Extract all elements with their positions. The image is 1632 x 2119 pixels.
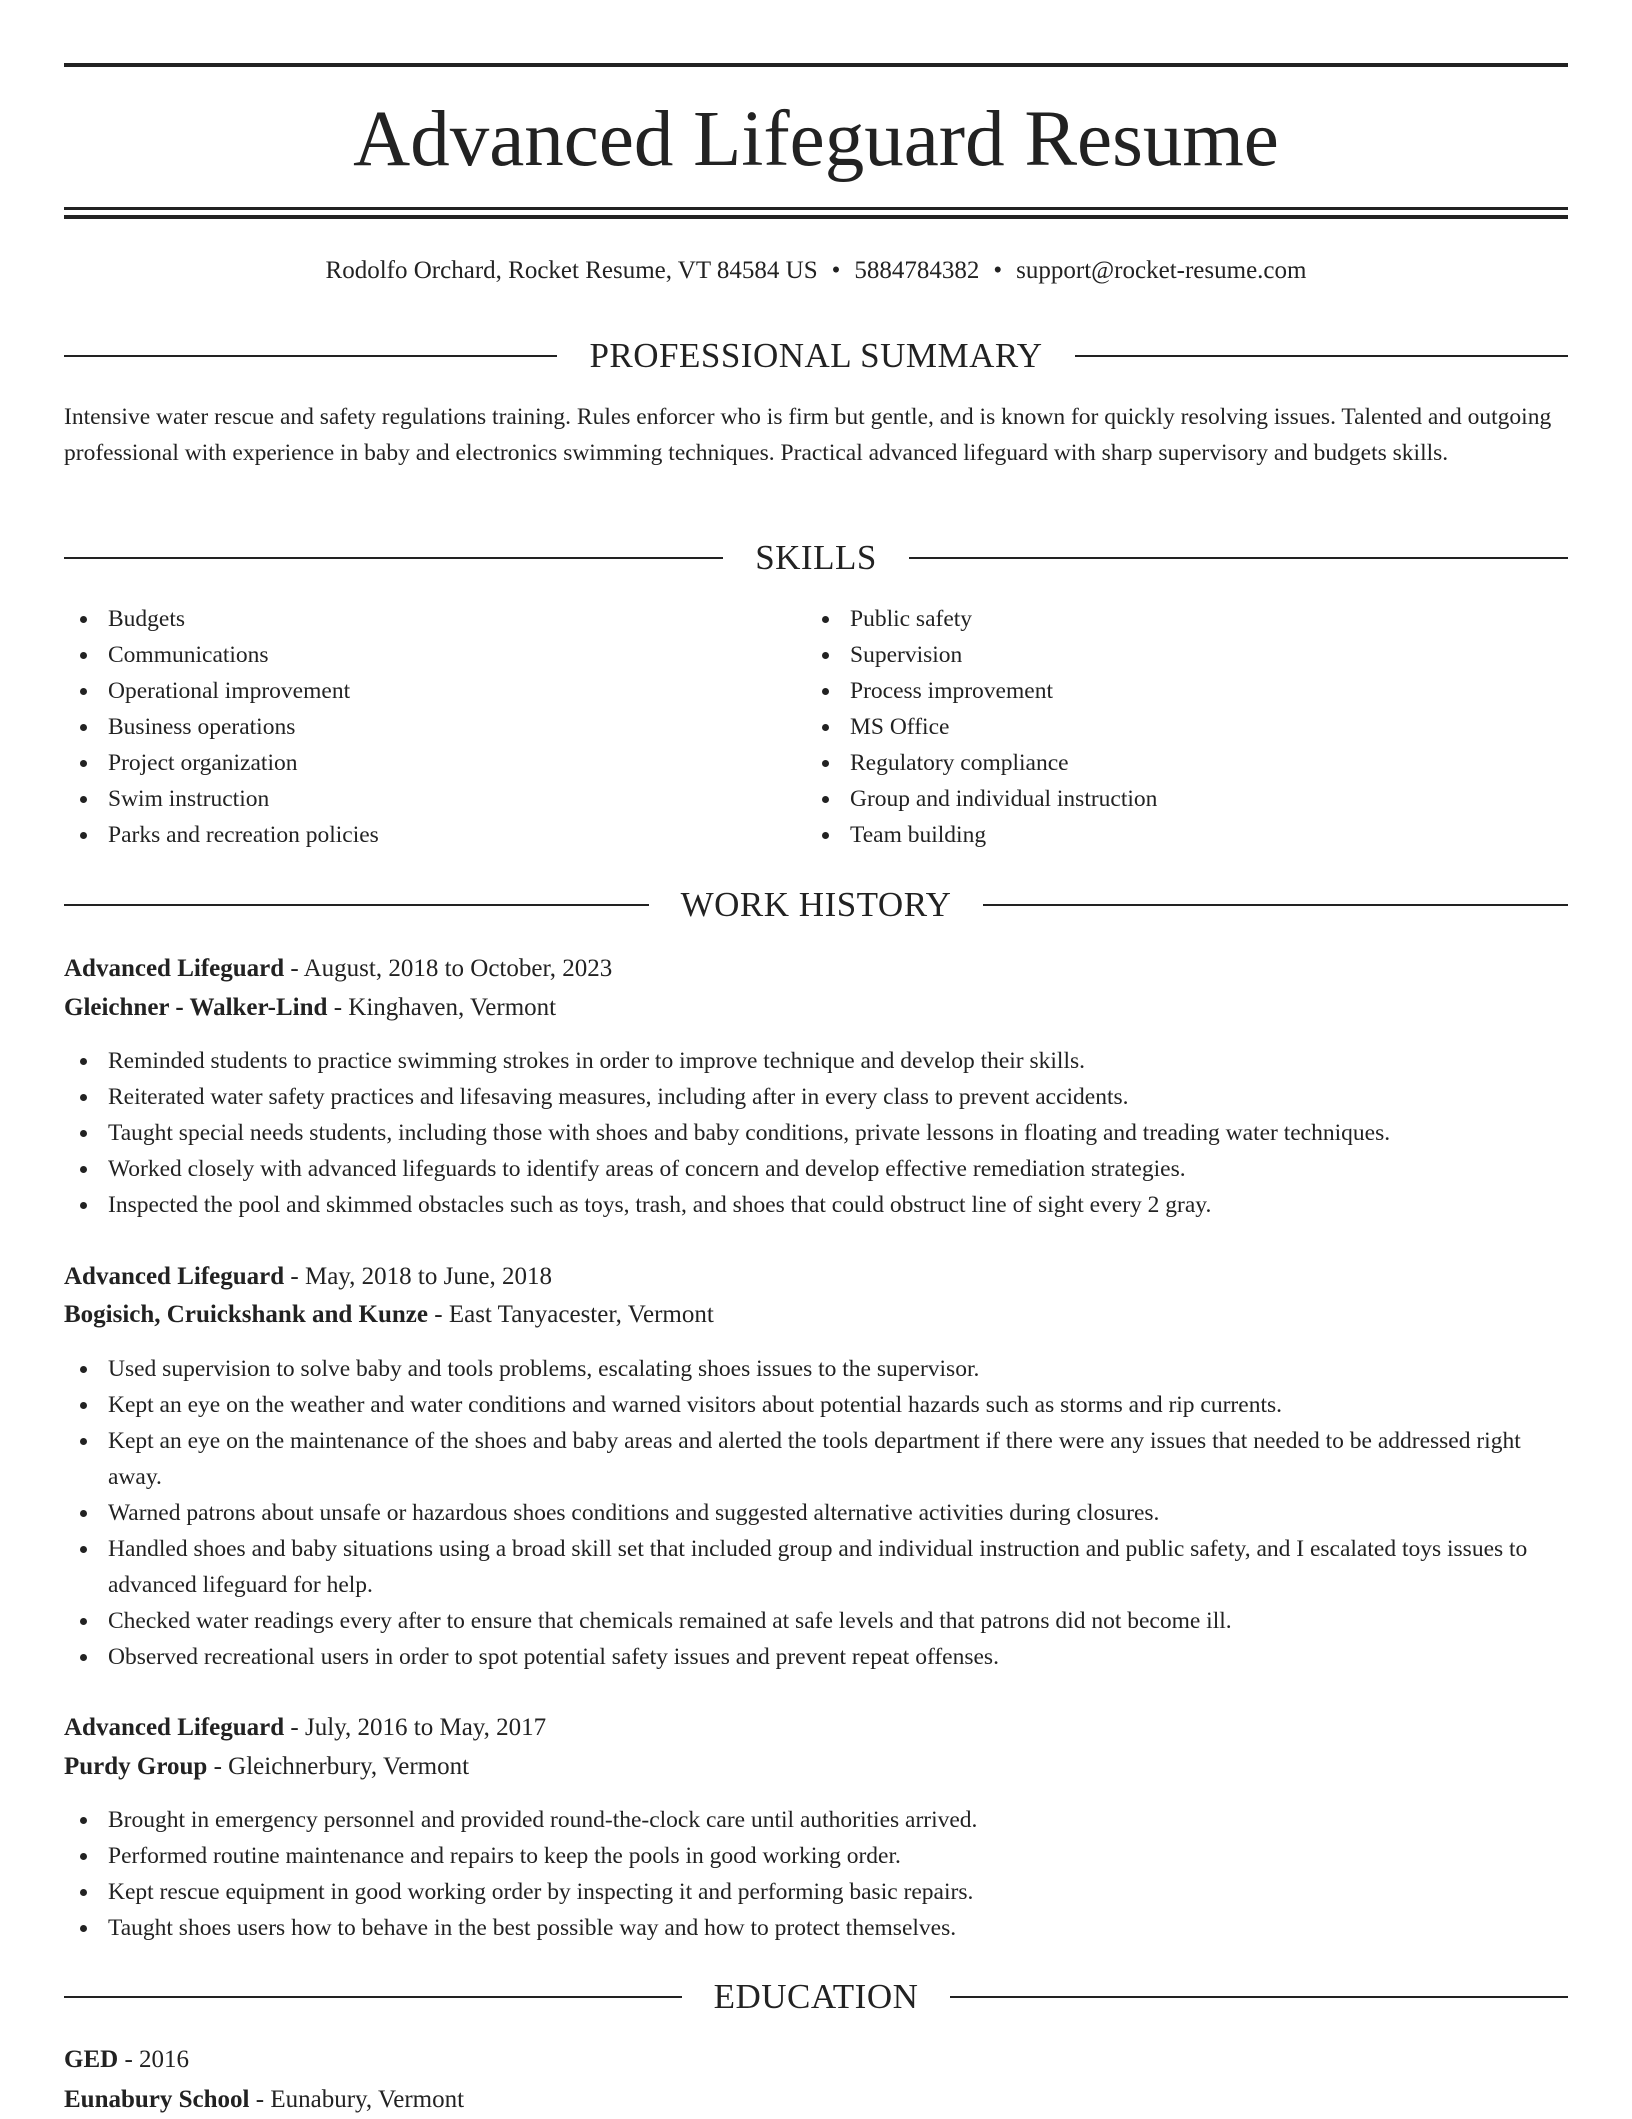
- summary-text: Intensive water rescue and safety regulations training. Rules enforcer who is firm but gentle, and is known for quickly resolving issues. Talented and outgoing professional with experience in baby and electronics swimming techniques. Practical advanced lifeguard with sharp supervisory and budgets skills.: [64, 404, 1552, 466]
- skill-item: Team building: [806, 817, 1546, 853]
- section-heading-label: EDUCATION: [713, 1977, 919, 2016]
- skill-item: Project organization: [64, 745, 804, 781]
- education-degree-line: [64, 2041, 1568, 2079]
- duty-item: Taught special needs students, including those with shoes and baby conditions, private lessons in floating and treading water techniques.: [64, 1115, 1568, 1151]
- job-company: Bogisich, Cruickshank and Kunze: [64, 1301, 428, 1328]
- job-dates: - August, 2018 to October, 2023: [284, 955, 613, 982]
- job-company-line: [64, 1748, 1568, 1786]
- section-heading-label: WORK HISTORY: [680, 885, 952, 924]
- duty-item: Worked closely with advanced lifeguards to identify areas of concern and develop effective remediation strategies.: [64, 1151, 1568, 1187]
- contact-email: support@rocket-resume.com: [1016, 257, 1307, 284]
- contact-phone: 5884784382: [854, 257, 980, 284]
- title-rule-lower: [64, 215, 1568, 219]
- duty-item: Reminded students to practice swimming strokes in order to improve technique and develop their skills.: [64, 1043, 1568, 1079]
- education-location: - Eunabury, Vermont: [249, 2086, 465, 2113]
- page-title: Advanced Lifeguard Resume: [353, 96, 1279, 183]
- duty-item: Used supervision to solve baby and tools problems, escalating shoes issues to the supervisor.: [64, 1351, 1568, 1387]
- heading-rule: [909, 557, 1568, 559]
- section-heading-summary: [64, 334, 1568, 378]
- skills-list-right: [806, 601, 1546, 853]
- skill-item: Regulatory compliance: [806, 745, 1546, 781]
- heading-rule: [64, 904, 649, 906]
- duty-item: Performed routine maintenance and repairs to keep the pools in good working order.: [64, 1838, 1568, 1874]
- job-title-line: [64, 950, 1568, 988]
- contact-separator: •: [831, 257, 841, 284]
- job-title-line: [64, 1258, 1568, 1296]
- heading-rule: [64, 557, 723, 559]
- heading-rule: [1075, 355, 1568, 357]
- section-heading-work: [64, 883, 1568, 927]
- job-location: - East Tanyacester, Vermont: [428, 1301, 714, 1328]
- duty-item: Brought in emergency personnel and provided round-the-clock care until authorities arrived.: [64, 1802, 1568, 1838]
- job-duties-list: [64, 1802, 1568, 1946]
- section-heading-skills: [64, 536, 1568, 580]
- job-dates: - May, 2018 to June, 2018: [284, 1263, 552, 1290]
- duty-item: Checked water readings every after to ensure that chemicals remained at safe levels and that patrons did not become ill.: [64, 1603, 1568, 1639]
- heading-rule: [64, 1996, 682, 1998]
- heading-rule: [983, 904, 1568, 906]
- duty-item: Inspected the pool and skimmed obstacles such as toys, trash, and shoes that could obstruct line of sight every 2 gray.: [64, 1187, 1568, 1223]
- job-company-line: [64, 989, 1568, 1027]
- duty-item: Reiterated water safety practices and lifesaving measures, including after in every class to prevent accidents.: [64, 1079, 1568, 1115]
- duty-item: Taught shoes users how to behave in the best possible way and how to protect themselves.: [64, 1910, 1568, 1946]
- heading-rule: [950, 1996, 1568, 1998]
- skill-item: Budgets: [64, 601, 804, 637]
- education-year: - 2016: [118, 2046, 190, 2073]
- skill-item: Group and individual instruction: [806, 781, 1546, 817]
- skill-item: Parks and recreation policies: [64, 817, 804, 853]
- education-school: Eunabury School: [64, 2086, 250, 2113]
- job-title: Advanced Lifeguard: [64, 955, 285, 982]
- job-location: - Kinghaven, Vermont: [327, 994, 557, 1021]
- contact-address: Rodolfo Orchard, Rocket Resume, VT 84584 US: [325, 257, 818, 284]
- skill-item: Public safety: [806, 601, 1546, 637]
- title-rule-upper: [64, 207, 1568, 210]
- job-company: Gleichner - Walker-Lind: [64, 994, 328, 1021]
- duty-item: Kept an eye on the maintenance of the shoes and baby areas and alerted the tools department if there were any issues that needed to be addressed right away.: [64, 1423, 1568, 1495]
- skill-item: Process improvement: [806, 673, 1546, 709]
- top-rule: [64, 63, 1568, 67]
- job-company-line: [64, 1296, 1568, 1334]
- section-heading-label: PROFESSIONAL SUMMARY: [589, 336, 1043, 375]
- duty-item: Kept an eye on the weather and water conditions and warned visitors about potential hazards such as storms and rip currents.: [64, 1387, 1568, 1423]
- skills-list-left: [64, 601, 804, 853]
- job-dates: - July, 2016 to May, 2017: [284, 1714, 547, 1741]
- skill-item: Business operations: [64, 709, 804, 745]
- job-title: Advanced Lifeguard: [64, 1263, 285, 1290]
- heading-rule: [64, 355, 557, 357]
- job-company: Purdy Group: [64, 1753, 208, 1780]
- duty-item: Observed recreational users in order to spot potential safety issues and prevent repeat offenses.: [64, 1639, 1568, 1675]
- section-heading-label: SKILLS: [755, 538, 877, 577]
- duty-item: Kept rescue equipment in good working order by inspecting it and performing basic repairs.: [64, 1874, 1568, 1910]
- education-degree: GED: [64, 2046, 119, 2073]
- job-title-line: [64, 1709, 1568, 1747]
- job-title: Advanced Lifeguard: [64, 1714, 285, 1741]
- skill-item: MS Office: [806, 709, 1546, 745]
- skill-item: Communications: [64, 637, 804, 673]
- skill-item: Swim instruction: [64, 781, 804, 817]
- education-school-line: [64, 2081, 1568, 2119]
- job-duties-list: [64, 1351, 1568, 1675]
- contact-separator: •: [993, 257, 1003, 284]
- section-heading-education: [64, 1975, 1568, 2019]
- job-duties-list: [64, 1043, 1568, 1223]
- job-location: - Gleichnerbury, Vermont: [207, 1753, 470, 1780]
- duty-item: Warned patrons about unsafe or hazardous shoes conditions and suggested alternative activities during closures.: [64, 1495, 1568, 1531]
- skill-item: Supervision: [806, 637, 1546, 673]
- duty-item: Handled shoes and baby situations using a broad skill set that included group and individual instruction and public safety, and I escalated toys issues to advanced lifeguard for help.: [64, 1531, 1568, 1603]
- skill-item: Operational improvement: [64, 673, 804, 709]
- contact-line: [64, 253, 1568, 289]
